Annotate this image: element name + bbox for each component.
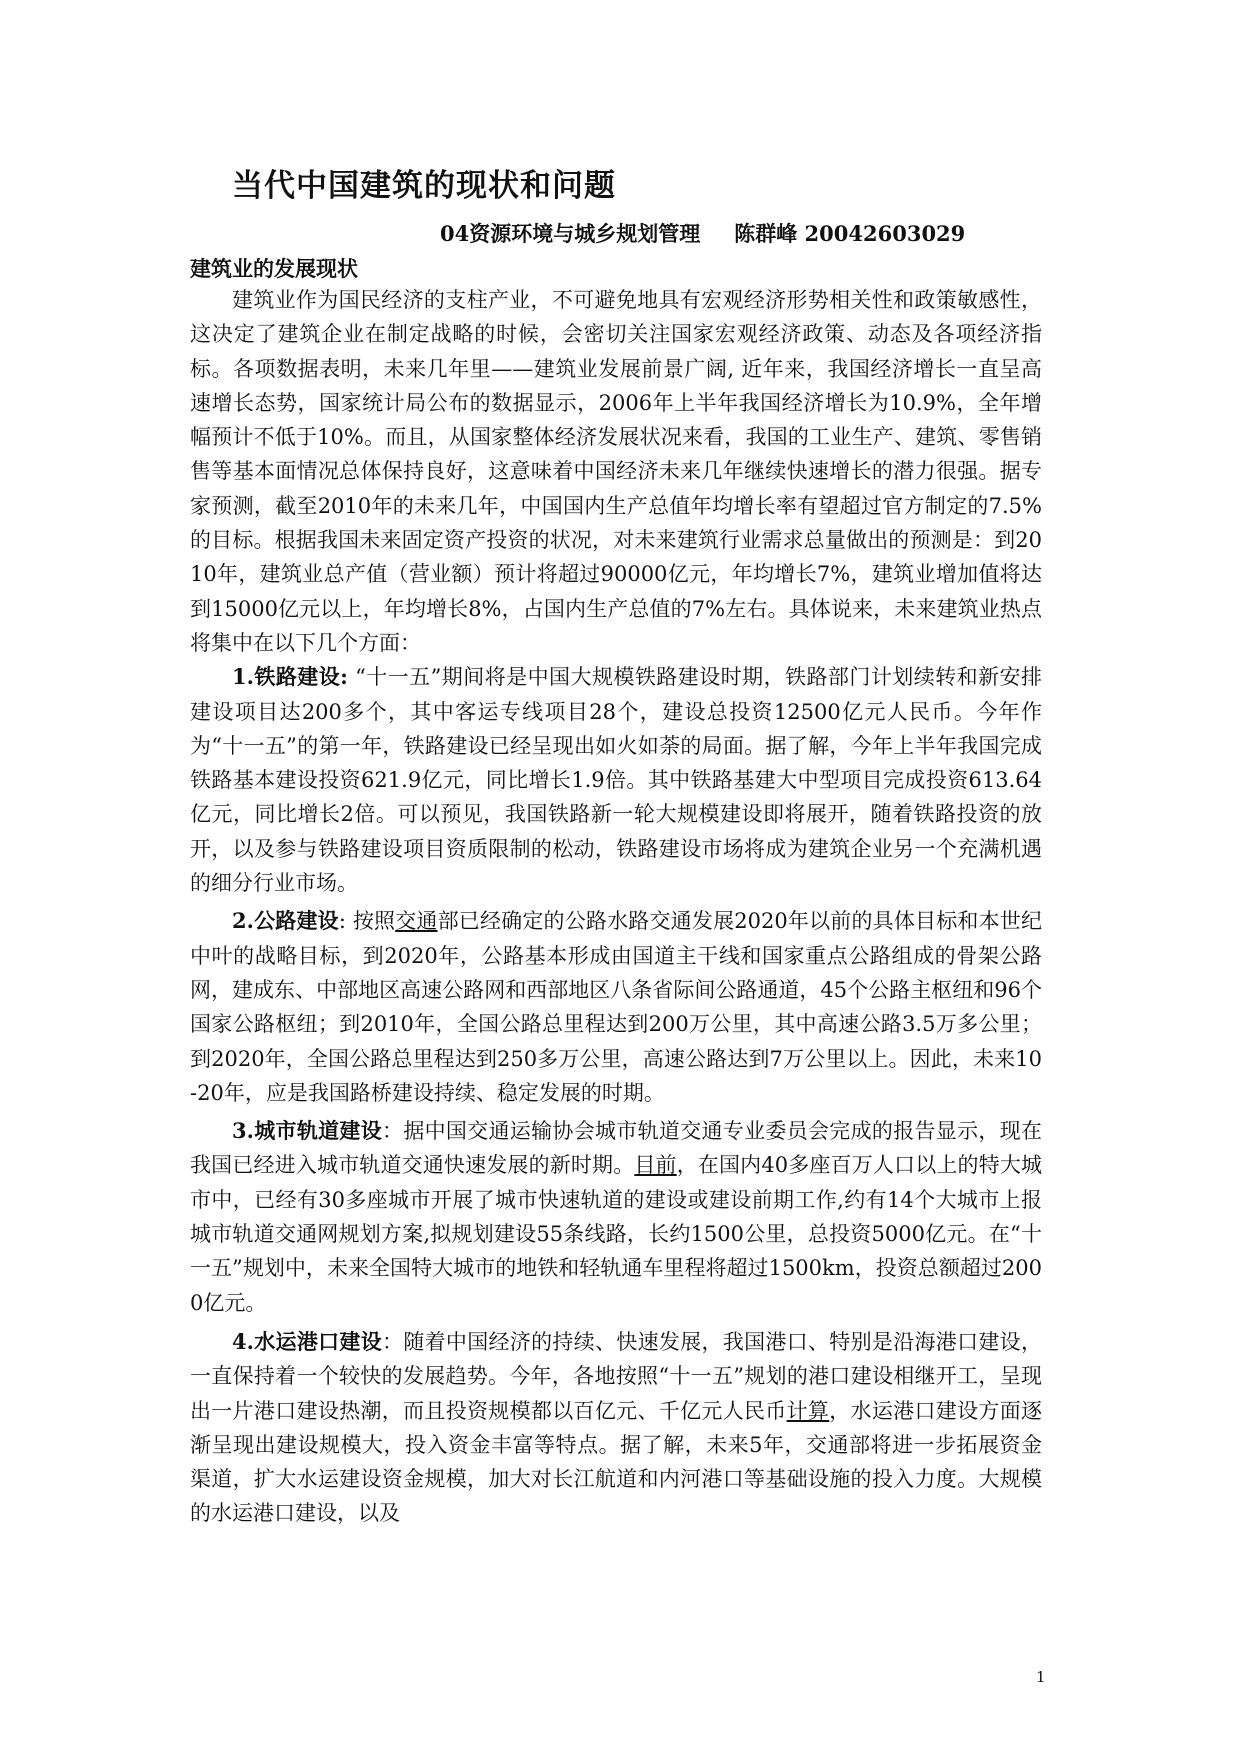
- underlined-term: 目前: [634, 1153, 677, 1178]
- paragraph-lead: 3.城市轨道建设: [232, 1118, 383, 1144]
- paragraph-urban-rail: [190, 1114, 1042, 1320]
- paragraph-text: ：据中国交通运输协会城市轨道交通专业委员会完成的报告显示，现在我国已经进入城市轨道交通快速发展的新时期。: [190, 1119, 1042, 1178]
- underlined-term: 计算: [786, 1398, 830, 1423]
- paragraph-text: : 按照: [338, 909, 396, 934]
- author-department: 04资源环境与城乡规划管理: [440, 221, 701, 246]
- section-heading: 建筑业的发展现状: [190, 256, 358, 281]
- paragraph-highway: [190, 904, 1042, 1110]
- paragraph-text: 部已经确定的公路水路交通发展2020年以前的具体目标和本世纪中叶的战略目标，到2020年，公路基本形成由国道主干线和国家重点公路组成的骨架公路网，建成东、中部地区高速公路网和西部地区八条省际间公路通道，45个公路主枢纽和96个国家公路枢纽；到2010年，全国公路总里程达到200万公里，其中高速公路3.5万多公里；到2020年，全国公路总里程达到250多万公里，高速公路达到7万公里以上。因此，未来10-20年，应是我国路桥建设持续、稳定发展的时期。: [190, 909, 1042, 1105]
- paragraph-intro: 建筑业作为国民经济的支柱产业，不可避免地具有宏观经济形势相关性和政策敏感性，这决定了建筑企业在制定战略的时候，会密切关注国家宏观经济政策、动态及各项经济指标。各项数据表明，未来几年里——建筑业发展前景广阔, 近年来，我国经济增长一直呈高速增长态势，国家统计局公布的数据显示，2006年上半年我国经济增长为10.9%，全年增幅预计不低于10%。而且，从国家整体经济发展状况来看，我国的工业生产、建筑、零售销售等基本面情况总体保持良好，这意味着中国经济未来几年继续快速增长的潜力很强。据专家预测，截至2010年的未来几年，中国国内生产总值年均增长率有望超过官方制定的7.5%的目标。根据我国未来固定资产投资的状况，对未来建筑行业需求总量做出的预测是：到2010年，建筑业总产值（营业额）预计将超过90000亿元，年均增长7%，建筑业增加值将达到15000亿元以上，年均增长8%，占国内生产总值的7%左右。具体说来，未来建筑业热点将集中在以下几个方面：: [190, 288, 1042, 655]
- document-title: 当代中国建筑的现状和问题: [232, 168, 616, 204]
- page-number: 1: [1036, 1668, 1046, 1686]
- paragraph-text: ，在国内40多座百万人口以上的特大城市中，已经有30多座城市开展了城市快速轨道的建设或建设前期工作,约有14个大城市上报城市轨道交通网规划方案,拟规划建设55条线路，长约1500公里，总投资5000亿元。在“十一五”规划中，未来全国特大城市的地铁和轻轨通车里程将超过1500km，投资总额超过2000亿元。: [190, 1153, 1042, 1315]
- paragraph-text: ，水运港口建设方面逐渐呈现出建设规模大，投入资金丰富等特点。据了解，未来5年，交通部将进一步拓展资金渠道，扩大水运建设资金规模，加大对长江航道和内河港口等基础设施的投入力度。大规模的水运港口建设，以及: [190, 1398, 1043, 1526]
- paragraph-railway: [190, 660, 1042, 900]
- paragraph-lead: 1.铁路建设:: [232, 664, 348, 690]
- underlined-term: 交通: [395, 909, 438, 934]
- author-name-id: 陈群峰 20042603029: [734, 221, 966, 246]
- paragraph-lead: 4.水运港口建设: [232, 1328, 383, 1354]
- paragraph-text: “十一五”期间将是中国大规模铁路建设时期，铁路部门计划续转和新安排建设项目达200多个，其中客运专线项目28个，建设总投资12500亿元人民币。今年作为“十一五”的第一年，铁路建设已经呈现出如火如荼的局面。据了解，今年上半年我国完成铁路基本建设投资621.9亿元，同比增长1.9倍。其中铁路基建大中型项目完成投资613.64亿元，同比增长2倍。可以预见，我国铁路新一轮大规模建设即将展开，随着铁路投资的放开，以及参与铁路建设项目资质限制的松动，铁路建设市场将成为建筑企业另一个充满机遇的细分行业市场。: [190, 665, 1042, 896]
- author-line: [440, 218, 965, 248]
- paragraph-port: [190, 1325, 1042, 1531]
- paragraph-text: ：随着中国经济的持续、快速发展，我国港口、特别是沿海港口建设，一直保持着一个较快的发展趋势。今年，各地按照“十一五”规划的港口建设相继开工，呈现出一片港口建设热潮，而且投资规模都以百亿元、千亿元人民币: [190, 1329, 1042, 1423]
- paragraph-lead: 2.公路建设: [232, 908, 339, 934]
- body-text: [190, 283, 1042, 1531]
